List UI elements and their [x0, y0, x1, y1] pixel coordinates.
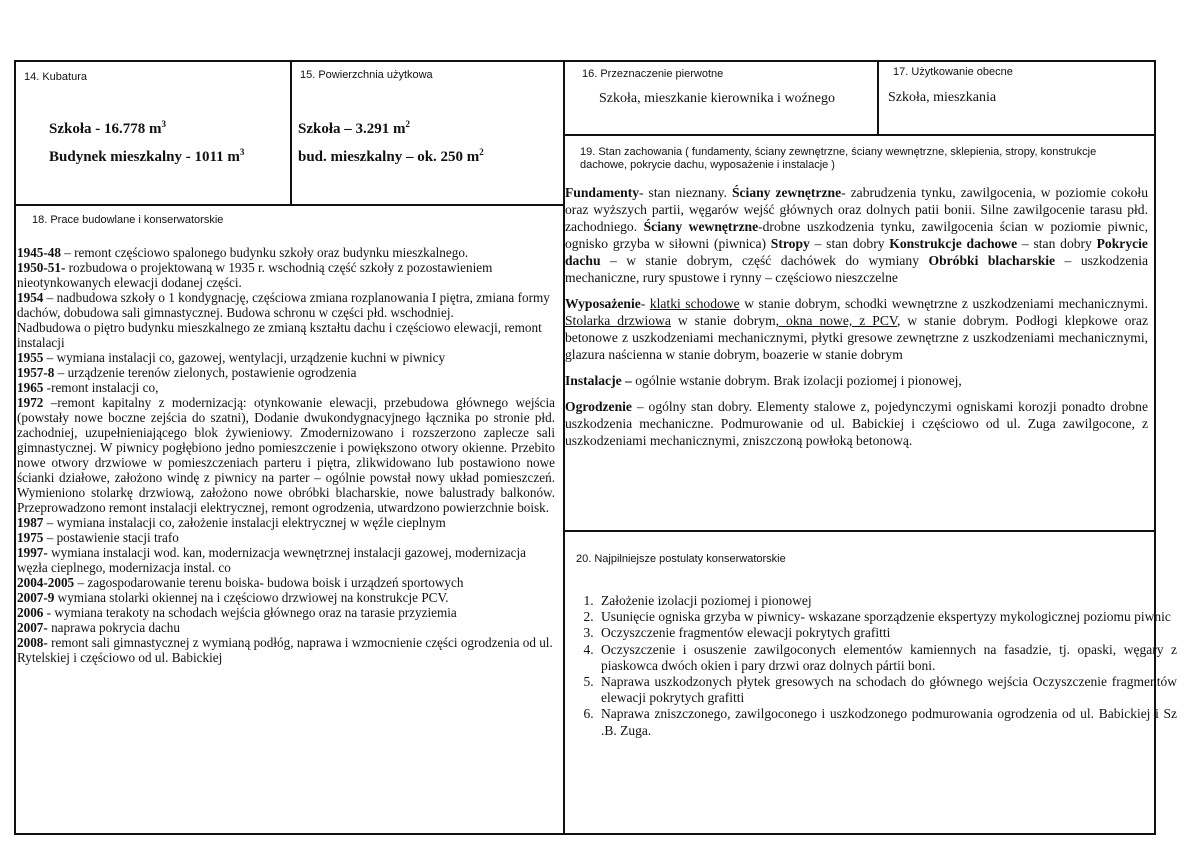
entry-1987 — [17, 515, 555, 530]
entry-1954 — [17, 290, 555, 320]
text: ogólnie wstanie dobrym. Brak izolacji poziomej i pionowej, — [631, 373, 962, 388]
entry-year: 1945-48 — [17, 245, 61, 260]
entry-nadbudowa — [17, 320, 555, 350]
underlined-stolarka-drzwiowa: Stolarka drzwiowa — [565, 313, 671, 328]
entry-text: – postawienie stacji trafo — [43, 530, 179, 545]
divider-19-20 — [563, 530, 1156, 532]
text: – stan dobry — [1017, 236, 1097, 251]
entry-1972 — [17, 395, 555, 515]
text: - zabrudzenia tynku, zawilgocenia, w poziomie cokołu oraz wyższych partii, węgarów wejść głównych oraz dolnych patii bonii. Silne zawilgocenie tarasu płd. zachodniego. — [565, 185, 1148, 234]
powierzchnia-budynek-unit-exp: 2 — [479, 147, 484, 157]
box15-label: 15. Powierzchnia użytkowa — [300, 69, 433, 81]
text: - — [640, 296, 650, 311]
text: - stan nieznany. — [639, 185, 732, 200]
entry-year: 2008- — [17, 635, 48, 650]
box17-label: 17. Użytkowanie obecne — [893, 66, 1013, 78]
stan-paragraph-wyposazenie — [565, 295, 1148, 363]
entry-year: 1950-51- — [17, 260, 66, 275]
kubatura-budynek-unit-exp: 3 — [239, 147, 245, 157]
entry-year: 2007-9 — [17, 590, 55, 605]
entry-text: – remont częściowo spalonego budynku szkoły oraz budynku mieszkalnego. — [60, 245, 469, 260]
entry-1997 — [17, 545, 555, 575]
entry-1955 — [17, 350, 555, 365]
kubatura-budynek-text: Budynek mieszkalny - 1011 m — [49, 149, 240, 165]
postulat-item: 5. Naprawa uszkodzonych płytek gresowych na schodach do głównego wejścia Oczyszczenie fragmentów elewacji pokrytych grafitti — [597, 674, 1177, 706]
entry-year: 1955 — [17, 350, 44, 365]
entry-year: 1972 — [17, 395, 44, 410]
postulat-item: 2. Usunięcie ogniska grzyba w piwnicy- wskazane sporządzenie ekspertyzy mykologicznej poziomu piwnic — [597, 609, 1177, 625]
text: w stanie dobrym — [670, 313, 776, 328]
entry-text: –remont kapitalny z modernizacją: otynkowanie elewacji, przebudowa głównego wejścia (powstały nowe boczne zejścia do szatni), Dodanie dwukondygnacyjnego łącznika po stronie płd. zachodniej, uzupełnieniającego blok żywieniowy. Zmodernizowano i rozszerzono zaplecze sali gimnastycznej. W piwnicy pogłębiono jedno pomieszczenie i powiększono otwory okienne. Przebito nowe otwory drzwiowe w pomieszczeniach parteru i piętra, zlikwidowano lub postawiono nowe ścianki działowe, założono windę z piwnicy na parter – ogólnie powstał nowy układ pomieszczeń. Wymieniono stolarkę drzwiową, założono nowe obróbki blacharskie, nowe balustrady balkonów. Przeprowadzono remont instalacji elektrycznej, remont ogrodzenia, utwardzono powierzchnie boisk. — [17, 395, 555, 515]
stan-paragraph-instalacje — [565, 372, 1148, 389]
text: – ogólny stan dobry. Elementy stalowe z, pojedynczymi ogniskami korozji ponadto drobne uszkodzenia mechaniczne. Podmurowanie od ul. Babickiej i częściowo od ul. Zuga zawilgocone, z uszkodzeniami mechanicznymi, zniszczoną powłoką betonową. — [565, 399, 1148, 448]
divider-16-17 — [877, 60, 879, 136]
powierzchnia-szkola — [298, 120, 410, 139]
heading-ogrodzenie: Ogrodzenie — [565, 399, 632, 414]
divider-row1-right — [563, 134, 1156, 136]
entry-text: naprawa pokrycia dachu — [47, 620, 180, 635]
text: -drobne uszkodzenia tynku, zawilgocenia ścian w poziomie piwnic, ognisko grzyba w siłowni (piwnica) — [565, 219, 1148, 251]
entry-text: wymiana instalacji wod. kan, modernizacja wewnętrznej instalacji gazowej, modernizacja węzła cieplnego, modernizacja instal. co — [17, 545, 526, 575]
stan-paragraph-ogrodzenie — [565, 398, 1148, 449]
underlined-klatki-schodowe: klatki schodowe — [649, 296, 740, 311]
text: – stan dobry — [809, 236, 890, 251]
entry-2007-9 — [17, 590, 555, 605]
box19-content — [565, 184, 1148, 449]
powierzchnia-szkola-text: Szkoła – 3.291 m — [298, 121, 406, 137]
heading-stropy: Stropy — [770, 236, 810, 251]
text: – w stanie dobrym, część dachówek do wymiany — [600, 253, 929, 268]
entry-text: rozbudowa o projektowaną w 1935 r. wschodnią część szkoły z pozostawieniem nieotynkowanych elewacji dodanej części. — [17, 260, 493, 290]
entry-year: 1954 — [17, 290, 44, 305]
heading-sciany-wewnetrzne: Ściany wewnętrzne — [643, 219, 759, 234]
entry-2006 — [17, 605, 555, 620]
powierzchnia-szkola-unit-exp: 2 — [405, 119, 411, 129]
postulaty-list — [561, 593, 1177, 739]
text: , w stanie dobrym. Podłogi klepkowe oraz betonowe z uszkodzeniami mechanicznymi, płytki gresowe zewnętrzne z uszkodzeniami mechanicznymi, glazura naścienna w stanie dobrym, boazerie w stanie dobrym — [565, 313, 1148, 362]
entry-text: – zagospodarowanie terenu boiska- budowa boisk i urządzeń sportowych — [74, 575, 464, 590]
powierzchnia-budynek — [298, 148, 484, 167]
box19-label: 19. Stan zachowania ( fundamenty, ściany zewnętrzne, ściany wewnętrzne, sklepienia, stropy, konstrukcje dachowe, pokrycie dachu, wyposażenie i instalacje ) — [580, 146, 1097, 171]
postulat-item: 1. Założenie izolacji poziomej i pionowej — [597, 593, 1177, 609]
entry-text: - wymiana terakoty na schodach wejścia głównego oraz na tarasie przyziemia — [43, 605, 457, 620]
heading-fundamenty: Fundamenty — [565, 185, 640, 200]
heading-konstrukcje-dachowe: Konstrukcje dachowe — [889, 236, 1018, 251]
text: w stanie dobrym, schodki wewnętrzne z uszkodzeniami mechanicznymi. — [739, 296, 1148, 311]
box18-label: 18. Prace budowlane i konserwatorskie — [32, 214, 224, 226]
heading-obrobki-blacharskie: Obróbki blacharskie — [928, 253, 1056, 268]
entry-year: 1965 — [17, 380, 44, 395]
table-top-border — [14, 60, 1156, 62]
underlined-okna-nowe: , okna nowe, z PCV — [775, 313, 897, 328]
divider-row1-left — [14, 204, 565, 206]
entry-text: – urządzenie terenów zielonych, postawienie ogrodzenia — [54, 365, 357, 380]
powierzchnia-budynek-text: bud. mieszkalny – ok. 250 m — [298, 149, 480, 165]
heading-wyposazenie: Wyposażenie — [565, 296, 641, 311]
box16-label: 16. Przeznaczenie pierwotne — [582, 68, 724, 80]
entry-1945 — [17, 245, 555, 260]
entry-text: remont sali gimnastycznej z wymianą podłóg, naprawa i wzmocnienie części ogrodzenia od ul. Rytelskiej i częściowo od ul. Babickiej — [17, 635, 553, 665]
heading-pokrycie-dachu: Pokrycie dachu — [565, 236, 1148, 268]
entry-text: – wymiana instalacji co, gazowej, wentylacji, urządzenie kuchni w piwnicy — [43, 350, 446, 365]
entry-text: -remont instalacji co, — [43, 380, 159, 395]
entry-year: 1975 — [17, 530, 44, 545]
stan-paragraph-konstrukcja — [565, 184, 1148, 286]
entry-2007 — [17, 620, 555, 635]
box17-value: Szkoła, mieszkania — [888, 90, 997, 105]
heading-sciany-zewnetrzne: Ściany zewnętrzne — [731, 185, 842, 200]
heading-instalacje: Instalacje – — [565, 373, 632, 388]
entry-year: 2004-2005 — [17, 575, 75, 590]
entry-year: 1997- — [17, 545, 48, 560]
box18-entries — [17, 245, 555, 665]
postulat-item: 4. Oczyszczenie i osuszenie zawilgoconych elementów kamiennych na fasadzie, tj. opaski, węgary z piaskowca dwóch okien i pary drzwi oraz dolnych pártii boni. — [597, 642, 1177, 674]
table-left-border — [14, 60, 16, 835]
entry-1950 — [17, 260, 555, 290]
entry-text: Nadbudowa o piętro budynku mieszkalnego ze zmianą kształtu dachu i częściowo elewacji, remont instalacji — [17, 320, 542, 350]
entry-1965 — [17, 380, 555, 395]
box20-label: 20. Najpilniejsze postulaty konserwatorskie — [576, 553, 786, 565]
postulat-item: 6. Naprawa zniszczonego, zawilgoconego i uszkodzonego podmurowania ogrodzenia od ul. Babickiej i Sz .B. Zuga. — [597, 706, 1177, 738]
box16-value: Szkoła, mieszkanie kierownika i woźnego — [599, 91, 835, 106]
postulat-item: 3. Oczyszczenie fragmentów elewacji pokrytych grafitti — [597, 625, 1177, 641]
entry-2004 — [17, 575, 555, 590]
kubatura-szkola-unit-exp: 3 — [161, 119, 166, 129]
entry-text: – wymiana instalacji co, założenie instalacji elektrycznej w węźle cieplnym — [43, 515, 446, 530]
divider-14-15 — [290, 60, 292, 205]
kubatura-szkola-text: Szkoła - 16.778 m — [49, 121, 162, 137]
kubatura-szkola — [49, 120, 166, 139]
entry-year: 1987 — [17, 515, 44, 530]
entry-year: 2007- — [17, 620, 48, 635]
entry-year: 2006 — [17, 605, 44, 620]
box14-label: 14. Kubatura — [24, 71, 87, 83]
entry-text: – nadbudowa szkoły o 1 kondygnację, częściowa zmiana rozplanowania I piętra, zmiana formy dachów, dobudowa sali gimnastycznej. Budowa schronu w części płd. wschodniej. — [17, 290, 550, 320]
kubatura-budynek — [49, 148, 244, 167]
text: – uszkodzenia mechaniczne, rury spustowe i rynny – częściowo nieszczelne — [565, 253, 1149, 285]
entry-text: wymiana stolarki okiennej na i częściowo drzwiowej na konstrukcje PCV. — [54, 590, 449, 605]
entry-1975 — [17, 530, 555, 545]
entry-2008 — [17, 635, 555, 665]
entry-year: 1957-8 — [17, 365, 55, 380]
table-bottom-border — [14, 833, 1156, 835]
entry-1957 — [17, 365, 555, 380]
